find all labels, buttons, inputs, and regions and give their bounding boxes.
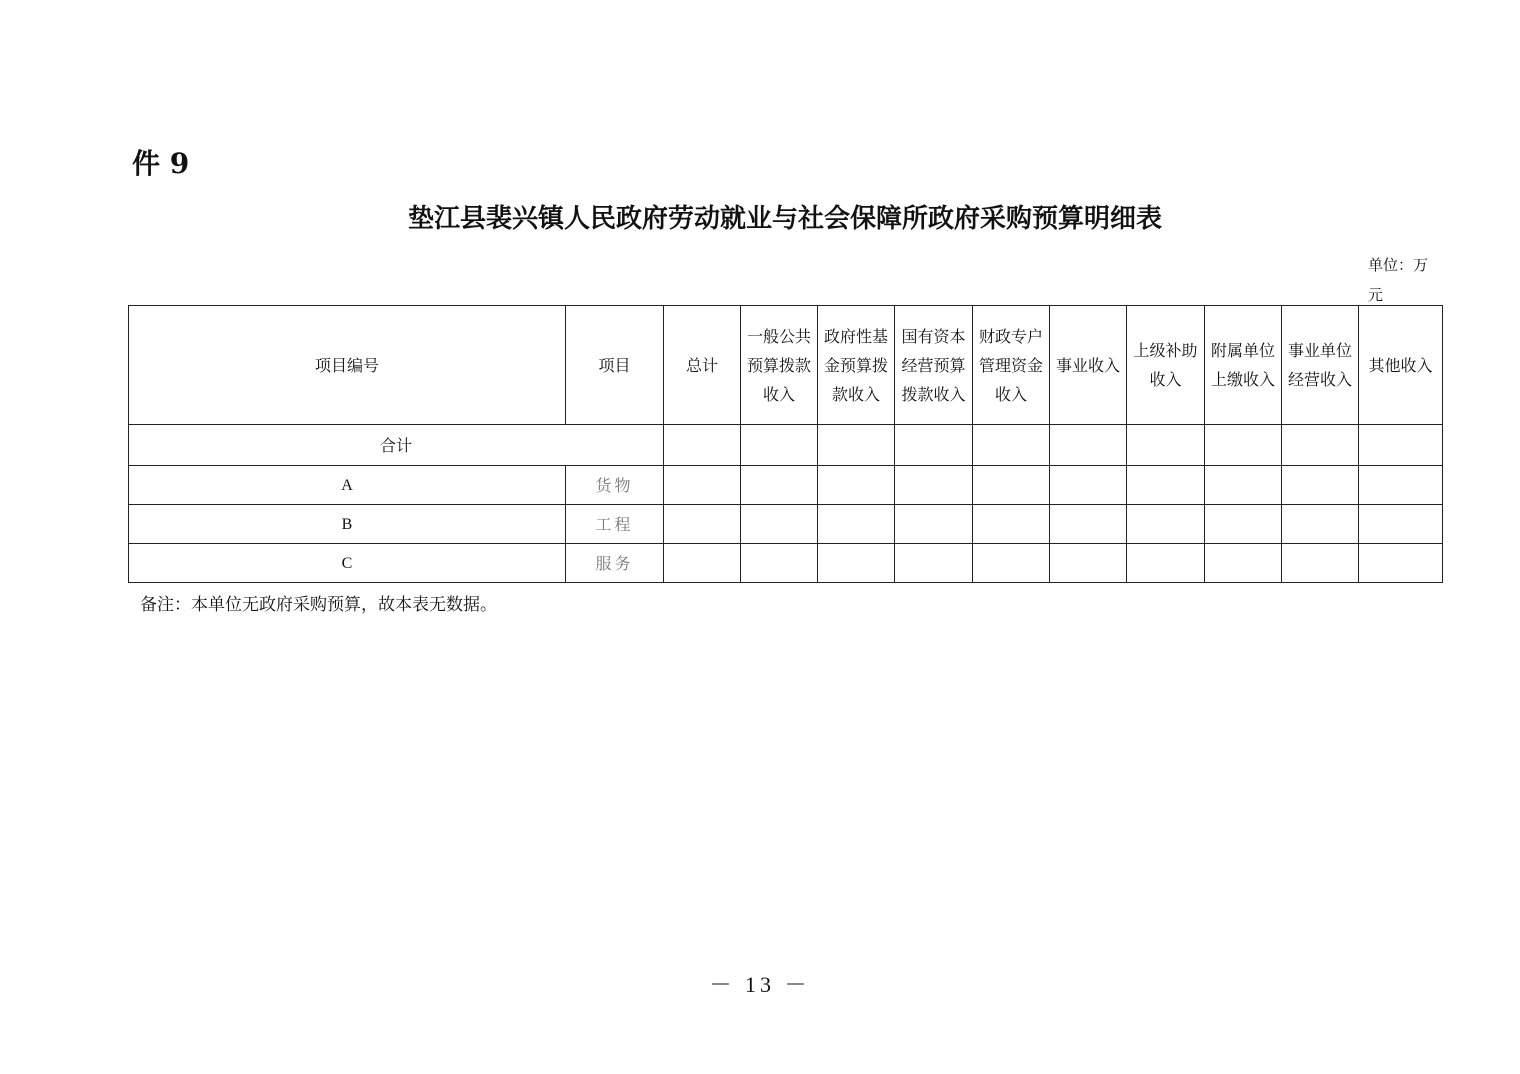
- table-row: [129, 505, 1443, 544]
- row-type: 服务: [566, 544, 664, 583]
- header-total: 总计: [664, 306, 741, 425]
- table-cell: [1282, 425, 1359, 466]
- unit-label: 单位：万元: [1368, 256, 1429, 304]
- table-cell: [664, 466, 741, 505]
- table-cell: [973, 466, 1050, 505]
- row-type: 货物: [566, 466, 664, 505]
- header-fiscal-account: 财政专户管理资金收入: [973, 306, 1050, 425]
- header-project: 项目: [566, 306, 664, 425]
- table-cell: [895, 505, 973, 544]
- table-cell: [1359, 544, 1443, 583]
- attachment-label: 件 9: [132, 147, 190, 180]
- table-cell: [1359, 425, 1443, 466]
- table-cell: [741, 466, 818, 505]
- table-cell: [741, 505, 818, 544]
- table-cell: [1050, 466, 1127, 505]
- row-code: A: [129, 466, 566, 505]
- header-superior-subsidy: 上级补助收入: [1127, 306, 1205, 425]
- table-cell: [741, 544, 818, 583]
- table-cell: [1282, 544, 1359, 583]
- table-cell: [1127, 425, 1205, 466]
- table-cell: [895, 544, 973, 583]
- table-cell: [1359, 505, 1443, 544]
- page-title: 垫江县裴兴镇人民政府劳动就业与社会保障所政府采购预算明细表: [407, 204, 1162, 234]
- header-other-income: 其他收入: [1359, 306, 1443, 425]
- header-operating-income: 事业单位经营收入: [1282, 306, 1359, 425]
- page-number: － 13 －: [709, 972, 811, 997]
- header-gov-fund: 政府性基金预算拨款收入: [818, 306, 895, 425]
- table-row: [129, 466, 1443, 505]
- table-total-row: [129, 425, 1443, 466]
- header-affiliated-units: 附属单位上缴收入: [1205, 306, 1282, 425]
- table-cell: [1282, 466, 1359, 505]
- procurement-budget-table: [128, 305, 1443, 583]
- table-cell: [895, 425, 973, 466]
- table-cell: [1050, 425, 1127, 466]
- table-cell: [818, 466, 895, 505]
- header-project-code: 项目编号: [129, 306, 566, 425]
- table-cell: [818, 505, 895, 544]
- table-cell: [973, 425, 1050, 466]
- row-code: C: [129, 544, 566, 583]
- table-cell: [818, 425, 895, 466]
- table-cell: [973, 505, 1050, 544]
- table-cell: [1127, 466, 1205, 505]
- table-cell: [1050, 505, 1127, 544]
- table-cell: [664, 544, 741, 583]
- table-header-row: [129, 306, 1443, 425]
- table-cell: [1359, 466, 1443, 505]
- table-cell: [664, 425, 741, 466]
- table-cell: [1127, 505, 1205, 544]
- table-cell: [1127, 544, 1205, 583]
- table-cell: [973, 544, 1050, 583]
- row-type: 工程: [566, 505, 664, 544]
- table-cell: [741, 425, 818, 466]
- header-business-income: 事业收入: [1050, 306, 1127, 425]
- table-note: 备注：本单位无政府采购预算，故本表无数据。: [140, 595, 497, 615]
- header-general-budget: 一般公共预算拨款收入: [741, 306, 818, 425]
- table-cell: [1282, 505, 1359, 544]
- table-row: [129, 544, 1443, 583]
- table-cell: [1205, 466, 1282, 505]
- table-cell: [664, 505, 741, 544]
- table-cell: [895, 466, 973, 505]
- total-label: 合计: [129, 425, 664, 466]
- header-state-capital: 国有资本经营预算拨款收入: [895, 306, 973, 425]
- table-cell: [818, 544, 895, 583]
- table-cell: [1205, 425, 1282, 466]
- table-cell: [1205, 505, 1282, 544]
- table-cell: [1050, 544, 1127, 583]
- row-code: B: [129, 505, 566, 544]
- table-cell: [1205, 544, 1282, 583]
